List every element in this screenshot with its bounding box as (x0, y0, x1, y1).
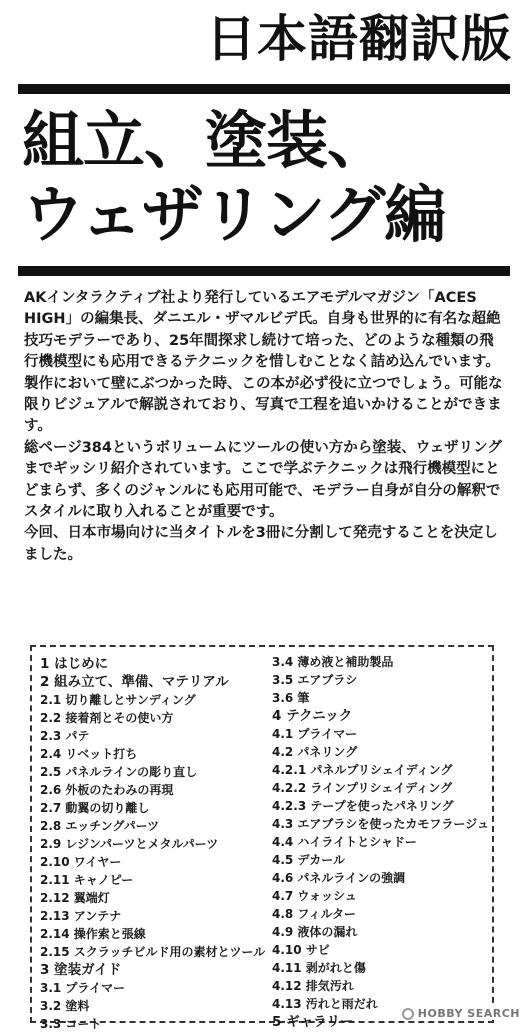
toc-item: 4.2 パネリング (272, 745, 358, 759)
bottom-divider (18, 266, 510, 276)
toc-item: 2.10 ワイヤー (40, 855, 122, 869)
description-paragraph-2: 総ページ384というボリュームにツールの使い方から塗装、ウェザリングまでギッシリ紹介されています。ここで学ぶテクニックは飛行機模型にとどまらず、多くのジャンルにも応用可能で、モデラー自身が自分の解釈でスタイルに取り入れることが重要です。 (24, 439, 502, 521)
toc-item: 3.4 薄め液と補助製品 (272, 655, 394, 669)
toc-item: 2.5 パネルラインの彫り直し (40, 765, 198, 779)
toc-item: 2 組み立て、準備、マテリアル (40, 674, 229, 690)
hobby-search-watermark (402, 1007, 520, 1020)
toc-item: 4.6 パネルラインの強調 (272, 871, 406, 885)
toc-item: 4.4 ハイライトとシャドー (272, 835, 417, 849)
toc-item: 4.12 排気汚れ (272, 979, 354, 993)
toc-item: 3 塗装ガイド (40, 962, 122, 978)
toc-item: 4.11 剥がれと傷 (272, 961, 366, 975)
book-edition-title: 日本語翻訳版 (206, 10, 512, 68)
toc-item: 2.2 接着剤とその使い方 (40, 711, 174, 725)
headline-line-2: ウェザリング編 (22, 178, 446, 251)
toc-item: 4.7 ウォッシュ (272, 889, 357, 903)
description-paragraph-1: AKインタラクティブ社より発行しているエアモデルマガジン「ACES HIGH」の編集長、ダニエル・ザマルビデ氏。自身も世界的に有名な超絶技巧モデラーであり、25年間探求し続けて培った、どのような種類の飛行機模型にも応用できるテクニックを惜しむことなく詰め込んでいます。製作において壁にぶつかった時、この本が必ず役に立つでしょう。可能な限りビジュアルで解説されており、写真で工程を追いかけることができます。 (24, 290, 503, 435)
toc-item: 2.6 外板のたわみの再現 (40, 783, 174, 797)
toc-item: 4.5 デカール (272, 853, 345, 867)
toc-item: 4.1 プライマー (272, 727, 358, 741)
headline-line-1: 組立、塗装、 (22, 104, 389, 177)
toc-item: 3.1 プライマー (40, 981, 126, 995)
book-headline (22, 104, 512, 252)
toc-item: 2.7 動翼の切り離し (40, 801, 150, 815)
toc-item: 4.8 フィルター (272, 907, 356, 921)
toc-item: 2.12 翼端灯 (40, 891, 110, 905)
toc-item: 2.13 アンテナ (40, 909, 122, 923)
description-paragraph-3: 今回、日本市場向けに当タイトルを3冊に分割して発売することを決定しました。 (24, 525, 498, 563)
toc-item: 3.2 塗料 (40, 999, 90, 1013)
toc-item: 3.3 コート (40, 1017, 102, 1031)
toc-item: 4.3 エアブラシを使ったカモフラージュ (272, 817, 489, 831)
toc-item: 4.13 汚れと雨だれ (272, 997, 378, 1011)
watermark-text: HOBBY SEARCH (417, 1007, 520, 1020)
toc-item: 1 はじめに (40, 656, 109, 672)
toc-item: 5 ギャラリー (272, 1014, 354, 1030)
top-divider (18, 84, 510, 94)
toc-item: 4.2.3 テープを使ったパネリング (272, 799, 454, 813)
toc-item: 3.6 筆 (272, 691, 310, 705)
toc-item: 2.4 リベット打ち (40, 747, 138, 761)
toc-item: 2.15 スクラッチビルド用の素材とツール (40, 945, 266, 959)
toc-item: 4.10 サビ (272, 943, 330, 957)
toc-item: 2.14 操作索と張線 (40, 927, 146, 941)
toc-item: 4.9 液体の漏れ (272, 925, 358, 939)
book-description (24, 288, 508, 566)
table-of-contents (30, 645, 494, 1031)
toc-item: 3.5 エアブラシ (272, 673, 358, 687)
toc-item: 2.3 パテ (40, 729, 90, 743)
toc-item: 2.11 キャノピー (40, 873, 134, 887)
toc-item: 2.9 レジンパーツとメタルパーツ (40, 837, 219, 851)
toc-right-column (272, 653, 489, 1031)
toc-item: 4.2.1 パネルプリシェイディング (272, 763, 453, 777)
toc-item: 2.1 切り離しとサンディング (40, 693, 196, 707)
toc-item: 4.2.2 ラインプリシェイディング (272, 781, 453, 795)
toc-item: 4 テクニック (272, 708, 353, 724)
toc-item: 2.8 エッチングパーツ (40, 819, 160, 833)
hobby-search-logo-icon (402, 1008, 414, 1020)
toc-left-column (40, 655, 265, 1033)
